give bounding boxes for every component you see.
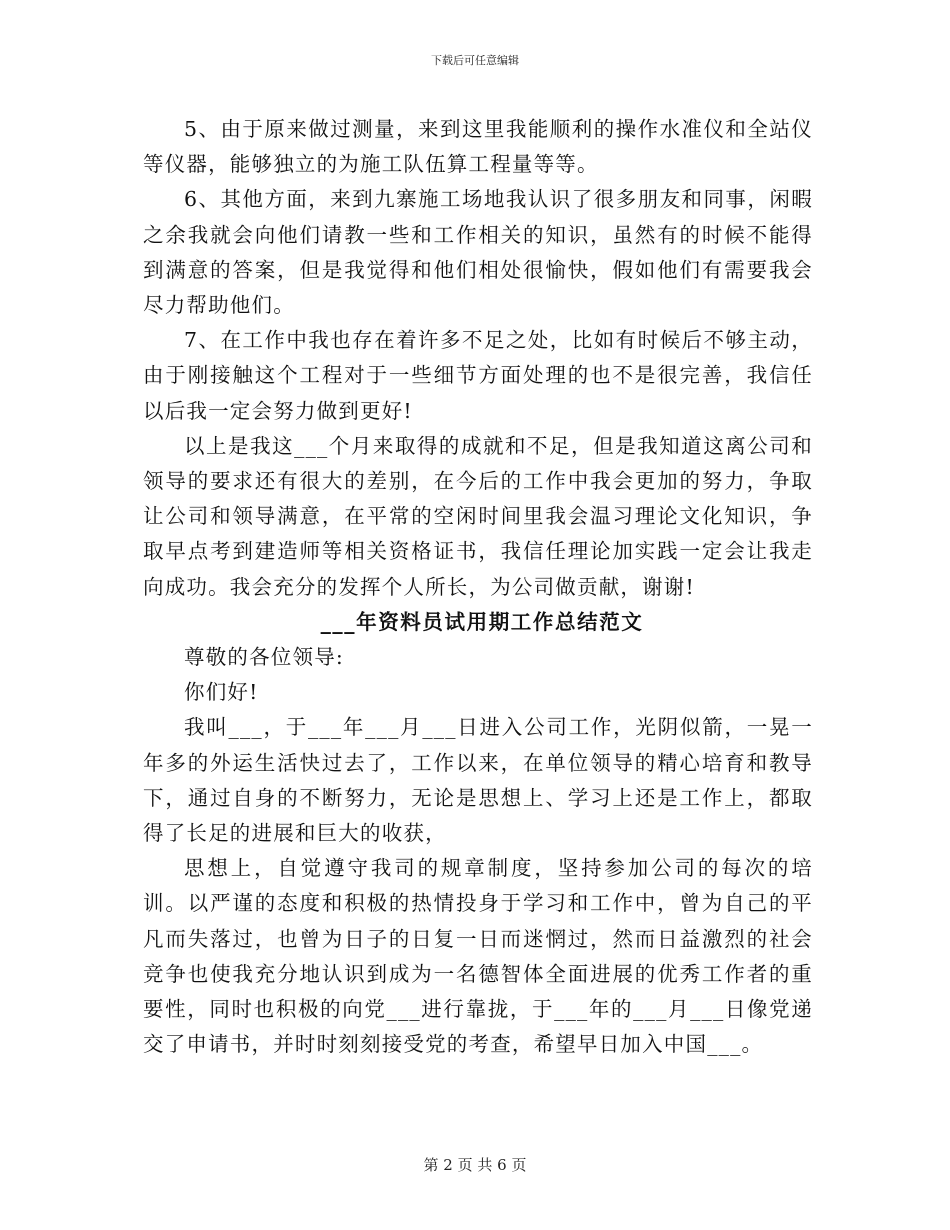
document-body — [143, 112, 813, 1062]
hello-line: 你们好! — [184, 680, 259, 705]
page-header — [0, 54, 950, 68]
greeting-line: 尊敬的各位领导: — [184, 645, 345, 670]
paragraph-thought: 思想上，自觉遵守我司的规章制度，坚持参加公司的每次的培训。以严谨的态度和积极的热情投身于学习和工作中，曾为自己的平凡而失落过，也曾为日子的日复一日而迷惘过，然而日益激烈的社会竞争也使我充分地认识到成为一名德智体全面进展的优秀工作者的重要性，同时也积极的向党___进行靠拢，于___年的___月___日像党递交了申请书，并时时刻刻接受党的考查，希望早日加入中国___。 — [143, 856, 813, 1057]
paragraph-introduction: 我叫___，于___年___月___日进入公司工作，光阴似箭，一晃一年多的外运生活快过去了，工作以来，在单位领导的精心培育和教导下，通过自身的不断努力，无论是思想上、学习上还是工作上，都取得了长足的进展和巨大的收获， — [143, 715, 813, 846]
paragraph-summary: 以上是我这___个月来取得的成就和不足，但是我知道这离公司和领导的要求还有很大的差别，在今后的工作中我会更加的努力，争取让公司和领导满意，在平常的空闲时间里我会温习理论文化知识，争取早点考到建造师等相关资格证书，我信任理论加实践一定会让我走向成功。我会充分的发挥个人所长，为公司做贡献，谢谢! — [143, 433, 813, 599]
header-text: 下载后可任意编辑 — [431, 54, 519, 67]
page-footer — [0, 1156, 950, 1174]
paragraph-item-6: 6、其他方面，来到九寨施工场地我认识了很多朋友和同事，闲暇之余我就会向他们请教一些和工作相关的知识，虽然有的时候不能得到满意的答案，但是我觉得和他们相处很愉快，假如他们有需要我会尽力帮助他们。 — [143, 187, 813, 318]
paragraph-item-7: 7、在工作中我也存在着许多不足之处，比如有时候后不够主动，由于刚接触这个工程对于一些细节方面处理的也不是很完善，我信任以后我一定会努力做到更好! — [143, 328, 813, 423]
paragraph-item-5: 5、由于原来做过测量，来到这里我能顺利的操作水准仪和全站仪等仪器，能够独立的为施工队伍算工程量等等。 — [143, 117, 813, 177]
page-number: 第 2 页 共 6 页 — [423, 1156, 527, 1174]
section-title: ___年资料员试用期工作总结范文 — [320, 609, 644, 634]
